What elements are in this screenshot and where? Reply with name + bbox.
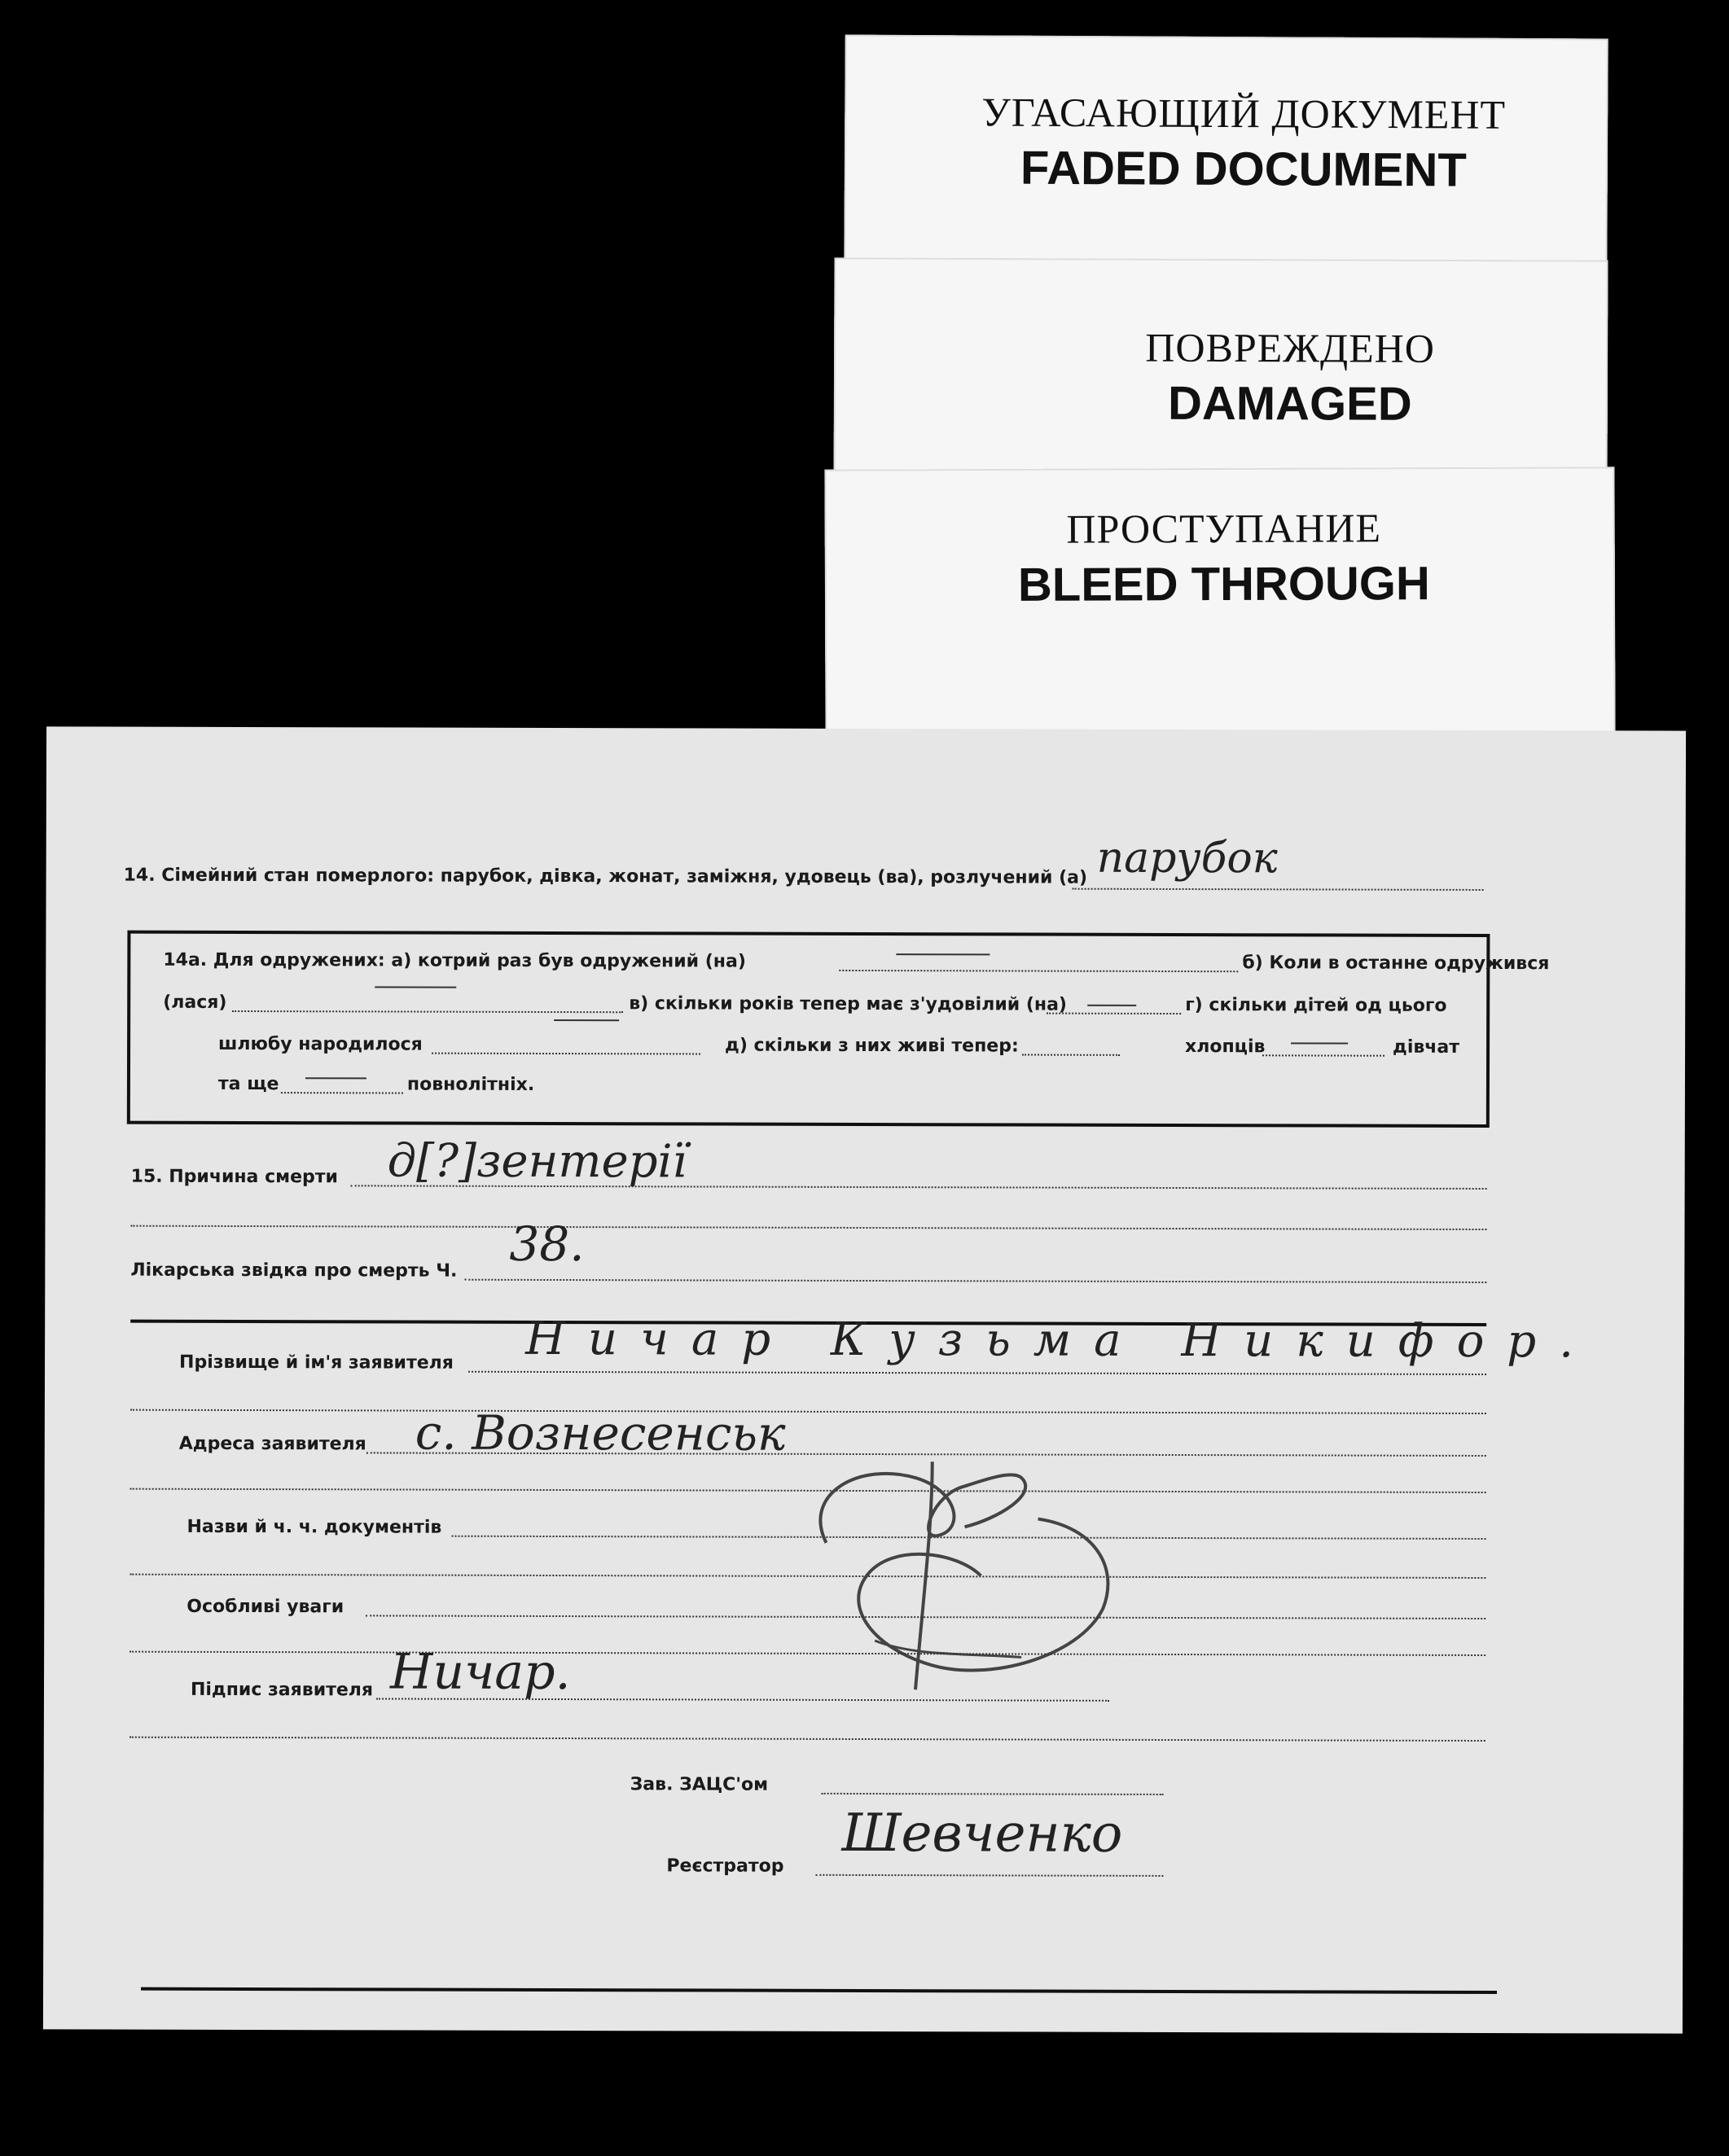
item14a-line2a: (лася) [163,992,227,1013]
death-record-sheet [43,726,1686,2033]
item14a-line1b: б) Коли в останне одружився [1242,953,1550,975]
item14a-line2b: в) скільки років тепер має з'удовілий (на) [629,993,1068,1015]
item14a-line4a: та ще [217,1073,279,1095]
signature-line2 [129,1737,1485,1742]
item14a-dash [375,986,456,988]
item14a-dots [1262,1054,1385,1056]
flag-en-text: DAMAGED [1167,376,1412,431]
item14a-line2c: г) скільки дітей од цього [1185,995,1447,1016]
item14a-dash [305,1077,366,1079]
notes-label: Особливі уваги [187,1596,344,1618]
signature-value: Ничар. [389,1643,571,1702]
bleed-through-flag [824,467,1615,738]
item14a-line1a: 14а. Для одружених: а) котрий раз був одружений (на) [163,949,746,972]
item14a-line3d: дівчат [1393,1036,1460,1058]
item14a-dots [1047,1013,1181,1014]
item14a-dots [1022,1054,1120,1056]
flag-en-text: FADED DOCUMENT [1020,141,1467,197]
item15-label: 15. Причина смерти [130,1166,338,1188]
item14a-dots [281,1092,403,1093]
item14-value: парубок [1096,833,1278,883]
applicant-name-label: Прізвище й ім'я заявителя [179,1352,454,1374]
medical-value: 38. [509,1216,585,1273]
item14a-line3b: д) скільки з них живі тепер: [725,1035,1019,1057]
applicant-address-value: с. Вознесенськ [415,1404,786,1461]
item14-label: 14. Сімейний стан померлого: парубок, дівка, жонат, заміжня, удовець (ва), розлучений (а) [123,865,1088,888]
item14a-line3a: шлюбу народилося [218,1033,423,1055]
flag-en-text: BLEED THROUGH [1017,557,1430,611]
medical-line [464,1279,1486,1283]
item14a-line3c: хлопців [1185,1036,1266,1058]
medical-label: Лікарська звідка про смерть Ч. [130,1260,458,1282]
head-line [822,1793,1164,1795]
flag-ru-text: ПРОСТУПАНИЕ [1066,505,1382,552]
item14a-dots [232,1010,623,1013]
item14a-dots [432,1053,700,1055]
item14-line [1073,888,1484,891]
flourish-signature-mark [793,1445,1152,1715]
item14a-dash [554,1019,619,1021]
flag-ru-text: УГАСАЮЩИЙ ДОКУМЕНТ [981,89,1507,138]
item15-value: д[?]зентерії [387,1134,687,1189]
applicant-name-line [468,1371,1486,1375]
signature-label: Підпис заявителя [190,1679,374,1701]
item15-line2 [130,1225,1486,1230]
bottom-rule [141,1987,1497,1994]
applicant-name-line2 [130,1409,1486,1414]
item14a-dash [896,953,990,955]
registrar-value: Шевченко [841,1803,1123,1865]
applicant-name-value: Ничар Кузьма Никифор. [525,1312,1597,1369]
head-label: Зав. ЗАЦС'ом [630,1774,769,1795]
item14a-dash [1291,1042,1348,1044]
applicant-address-label: Адреса заявителя [178,1433,366,1455]
damaged-flag [833,257,1608,496]
item14a-dots [839,970,1238,972]
item14a-box [127,931,1550,1128]
item14a-line4b: повнолітніх. [406,1074,535,1095]
flag-ru-text: ПОВРЕЖДЕНО [1145,324,1436,371]
registrar-line [815,1874,1163,1877]
documents-label: Назви й ч. ч. документів [187,1516,442,1538]
registrar-label: Реєстратор [666,1856,784,1877]
item14a-dash [1087,1005,1136,1006]
faded-document-flag [844,35,1608,275]
